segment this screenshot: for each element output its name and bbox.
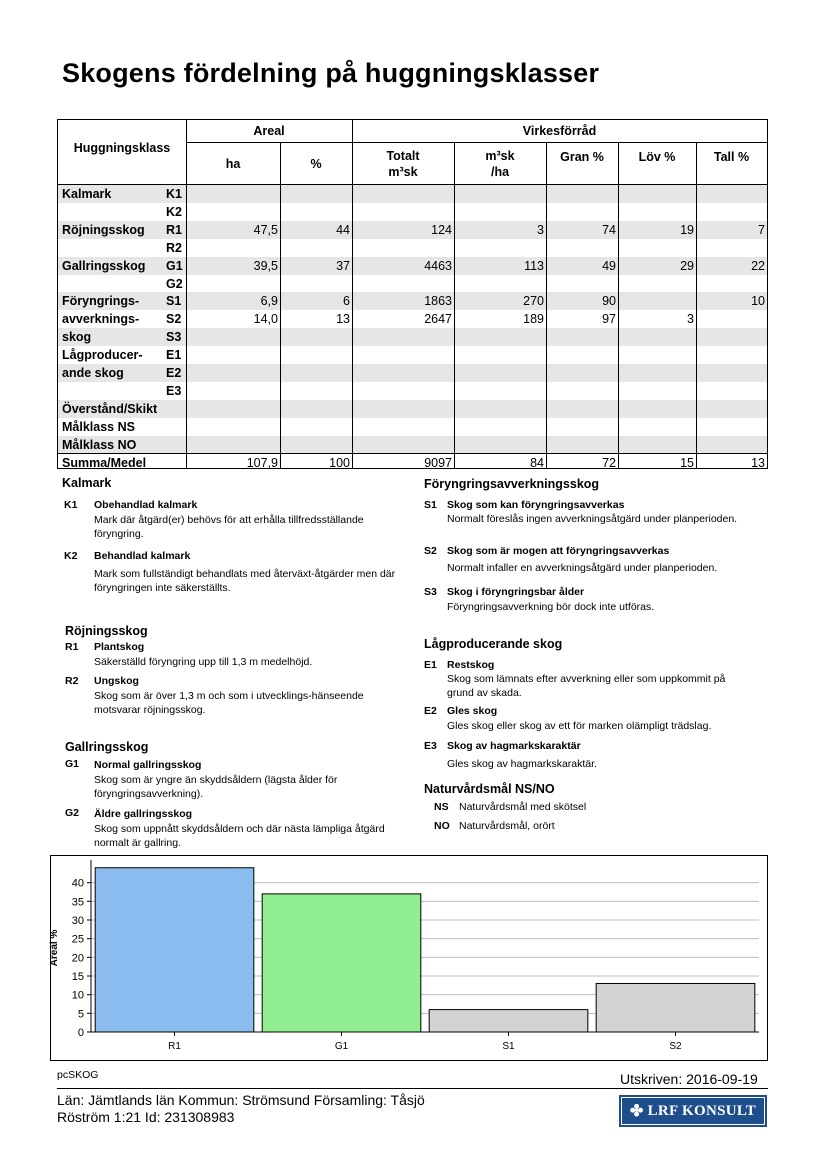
table-cell: 113 — [524, 258, 544, 273]
legend-desc-r2: Skog som är över 1,3 m och som i utvecklings-hänseende motsvarar röjningsskog. — [94, 690, 364, 716]
table-cell: 3 — [687, 312, 694, 327]
header-m3ha-line2: /ha — [490, 165, 510, 179]
header-tall: Tall % — [713, 150, 750, 164]
class-code: E2 — [166, 366, 182, 380]
header-totalt — [352, 146, 454, 182]
row-label: Målklass NO — [62, 437, 137, 452]
huggningsklass-table — [57, 119, 768, 469]
legend-title-r2: Ungskog — [94, 675, 139, 687]
table-cell: 22 — [751, 258, 765, 273]
legend-title-g1: Normal gallringsskog — [94, 759, 202, 771]
table-row-stripe — [58, 185, 767, 203]
table-cell: 19 — [680, 222, 694, 237]
table-cell: 14,0 — [253, 312, 278, 327]
legend-code-k1: K1 — [64, 499, 78, 511]
table-cell: 6,9 — [260, 294, 278, 309]
legend-desc-k2: Mark som fullständigt behandlats med återväxt-åtgärder men där föryngringen inte säkerställts. — [94, 568, 396, 594]
header-m3ha-line1: m³sk — [485, 149, 515, 163]
legend-desc-k1: Mark där åtgärd(er) behövs för att erhålla tillfredsställande föryngring. — [94, 514, 364, 540]
page-title: Skogens fördelning på huggningsklasser — [62, 58, 600, 88]
table-cell: 100 — [329, 455, 350, 470]
class-code: G2 — [166, 276, 183, 291]
legend-desc-g1: Skog som är yngre än skyddsåldern (lägsta ålder för föryngringsavverkning). — [94, 774, 338, 800]
row-label: skog — [62, 330, 92, 345]
row-label: Summa/Medel — [62, 455, 147, 470]
legend-title-s2: Skog som är mogen att föryngringsavverkas — [447, 545, 670, 557]
legend-desc-no: Naturvårdsmål, orört — [459, 820, 555, 832]
table-cell: 90 — [602, 294, 616, 309]
legend-title-k2: Behandlad kalmark — [94, 550, 191, 562]
table-row-stripe — [58, 364, 767, 382]
legend-code-k2: K2 — [64, 550, 78, 562]
legend-code-no: NO — [434, 820, 450, 832]
logo-text: LRF KONSULT — [647, 1102, 757, 1119]
clover-icon: ✤ — [629, 1103, 644, 1120]
header-totalt-line1: Totalt — [386, 149, 420, 163]
table-cell: 72 — [602, 455, 616, 470]
legend-desc-ns: Naturvårdsmål med skötsel — [459, 801, 587, 813]
x-tick-label: G1 — [334, 1041, 349, 1052]
areal-bar-chart — [50, 855, 768, 1061]
table-row-stripe — [58, 400, 767, 418]
legend-title-k1: Obehandlad kalmark — [94, 499, 198, 511]
property-line: Röström 1:21 Id: 231308983 — [57, 1109, 235, 1125]
legend-code-e1: E1 — [424, 659, 437, 671]
bar-s2 — [596, 983, 755, 1032]
legend-code-r1: R1 — [65, 641, 79, 653]
legend-desc-e2: Gles skog eller skog av ett för marken olämpligt trädslag. — [447, 720, 712, 732]
table-cell: 10 — [751, 294, 765, 309]
y-tick-label: 25 — [71, 933, 84, 946]
class-code: K2 — [166, 204, 182, 219]
header-huggningsklass: Huggningsklass — [73, 140, 171, 155]
legend-heading-rojningsskog: Röjningsskog — [65, 624, 148, 638]
table-row-stripe — [58, 436, 767, 454]
x-tick-label: S2 — [669, 1041, 682, 1052]
class-code: K1 — [166, 187, 182, 201]
y-tick-label: 15 — [71, 971, 84, 983]
legend-desc-s2: Normalt infaller en avverkningsåtgärd under planperioden. — [447, 562, 718, 574]
table-cell: 37 — [336, 258, 350, 273]
printed-date: Utskriven: 2016-09-19 — [620, 1071, 758, 1087]
table-cell: 13 — [336, 312, 350, 327]
class-code: E3 — [166, 383, 182, 398]
table-cell: 97 — [602, 312, 616, 327]
table-cell: 44 — [336, 222, 350, 237]
table-cell: 107,9 — [246, 455, 278, 470]
row-label: ande skog — [62, 366, 124, 380]
legend-heading-naturvard: Naturvårdsmål NS/NO — [424, 782, 555, 796]
legend-desc-e1: Skog som lämnats efter avverkning eller som uppkommit på grund av skada. — [447, 673, 726, 699]
column-rule — [618, 142, 619, 468]
footer-rule — [57, 1088, 768, 1089]
chart-svg — [51, 856, 767, 1060]
table-cell: 84 — [530, 455, 544, 470]
y-tick-label: 40 — [71, 877, 84, 890]
table-cell: 1863 — [424, 294, 452, 309]
legend-heading-lagproducerande: Lågproducerande skog — [424, 637, 563, 651]
legend-code-g2: G2 — [65, 807, 80, 819]
legend-desc-g2: Skog som uppnått skyddsåldern och där nästa lämpliga åtgärd normalt är gallring. — [94, 823, 385, 849]
row-label: Röjningsskog — [62, 222, 145, 237]
y-tick-label: 30 — [71, 915, 84, 927]
bar-g1 — [262, 894, 421, 1032]
legend-heading-gallringsskog: Gallringsskog — [65, 740, 149, 754]
lrf-konsult-logo — [619, 1095, 767, 1127]
table-cell: 29 — [680, 258, 694, 273]
row-label: Föryngrings- — [62, 294, 140, 309]
legend-title-r1: Plantskog — [94, 641, 145, 653]
legend-title-e2: Gles skog — [447, 705, 498, 717]
legend-code-e3: E3 — [424, 740, 437, 752]
legend-desc-s1: Normalt föreslås ingen avverkningsåtgärd under planperioden. — [447, 513, 738, 525]
bar-r1 — [95, 868, 254, 1032]
bar-s1 — [429, 1010, 588, 1032]
table-cell: 39,5 — [253, 258, 278, 273]
class-code: G1 — [166, 258, 183, 273]
legend-title-e1: Restskog — [447, 659, 495, 671]
class-code: S2 — [166, 312, 182, 327]
program-name: pcSKOG — [57, 1069, 99, 1081]
table-cell: 189 — [523, 312, 544, 327]
table-cell: 4463 — [424, 258, 452, 273]
y-axis-label: Areal % — [49, 929, 60, 967]
legend-code-s2: S2 — [424, 545, 437, 557]
class-code: E1 — [166, 348, 182, 363]
table-row-stripe — [58, 328, 767, 346]
table-cell: 6 — [343, 294, 350, 309]
header-virkesforrad: Virkesförråd — [522, 124, 597, 138]
class-code: R2 — [166, 240, 182, 255]
legend-desc-s3: Föryngringsavverkning bör dock inte utföras. — [447, 601, 655, 613]
location-line: Län: Jämtlands län Kommun: Strömsund Församling: Tåsjö — [57, 1092, 425, 1108]
class-code: S1 — [166, 294, 182, 309]
header-gran: Gran % — [560, 150, 604, 164]
table-cell: 9097 — [424, 455, 452, 470]
header-totalt-line2: m³sk — [388, 165, 418, 179]
class-code: S3 — [166, 330, 182, 345]
legend-title-s1: Skog som kan föryngringsavverkas — [447, 499, 625, 511]
class-code: R1 — [166, 222, 182, 237]
y-tick-label: 20 — [71, 952, 84, 965]
row-label: Målklass NS — [62, 419, 135, 434]
legend-code-r2: R2 — [65, 675, 79, 687]
table-cell: 124 — [431, 222, 452, 237]
legend-heading-kalmark: Kalmark — [62, 476, 112, 490]
legend-code-ns: NS — [434, 801, 449, 813]
header-m3ha — [454, 146, 546, 182]
legend-code-s3: S3 — [424, 586, 437, 598]
y-tick-label: 35 — [71, 896, 84, 909]
legend-code-g1: G1 — [65, 758, 80, 770]
header-percent: % — [310, 157, 322, 171]
header-ha: ha — [225, 157, 241, 171]
legend-desc-e3: Gles skog av hagmarkskaraktär. — [447, 758, 597, 770]
x-tick-label: S1 — [502, 1041, 515, 1052]
x-tick-label: R1 — [168, 1041, 181, 1052]
legend-code-s1: S1 — [424, 499, 437, 511]
row-label: Överstånd/Skikt — [62, 401, 158, 416]
row-label: Gallringsskog — [62, 258, 146, 273]
header-areal: Areal — [253, 124, 285, 138]
y-tick-label: 5 — [77, 1008, 84, 1021]
table-cell: 3 — [537, 222, 544, 237]
legend-title-e3: Skog av hagmarkskaraktär — [447, 740, 581, 752]
table-cell: 2647 — [424, 312, 452, 327]
y-tick-label: 10 — [71, 989, 84, 1002]
legend-code-e2: E2 — [424, 705, 437, 717]
y-tick-label: 0 — [77, 1027, 84, 1039]
legend-title-g2: Äldre gallringsskog — [94, 808, 193, 820]
table-cell: 270 — [523, 294, 544, 309]
table-cell: 15 — [680, 455, 694, 470]
table-cell: 13 — [751, 455, 765, 470]
table-cell: 7 — [758, 222, 765, 237]
table-cell: 74 — [602, 222, 616, 237]
row-label: Lågproducer- — [62, 348, 143, 363]
legend-title-s3: Skog i föryngringsbar ålder — [447, 586, 585, 598]
row-label: avverknings- — [62, 312, 140, 327]
table-cell: 49 — [602, 258, 616, 273]
row-label: Kalmark — [62, 187, 112, 201]
header-bottom-rule — [58, 184, 767, 185]
header-rule — [186, 142, 767, 143]
header-lov: Löv % — [638, 150, 676, 164]
legend-heading-foryngring: Föryngringsavverkningsskog — [424, 477, 600, 491]
legend-desc-r1: Säkerställd föryngring upp till 1,3 m medelhöjd. — [94, 656, 313, 668]
table-cell: 47,5 — [253, 222, 278, 237]
